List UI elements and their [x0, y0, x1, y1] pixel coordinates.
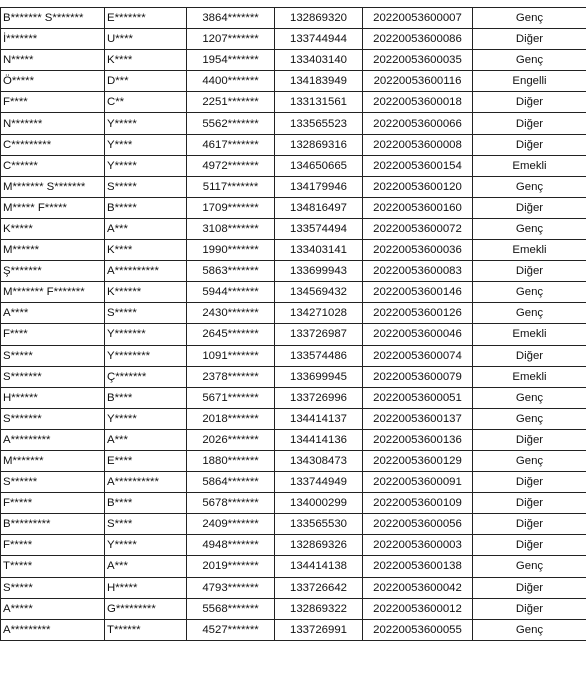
name-cell: C******: [1, 155, 105, 176]
table-row: [1, 176, 586, 197]
application-number-cell: 20220053600007: [363, 8, 473, 29]
name-cell: A*****: [1, 598, 105, 619]
name-cell: T*****: [1, 556, 105, 577]
table-row: [1, 8, 586, 29]
surname-cell: A***: [105, 429, 187, 450]
id-number-cell: 133726987: [275, 324, 363, 345]
application-number-cell: 20220053600120: [363, 176, 473, 197]
phone-cell: 1954*******: [187, 50, 275, 71]
phone-cell: 1880*******: [187, 450, 275, 471]
surname-cell: U****: [105, 29, 187, 50]
id-number-cell: 134414136: [275, 429, 363, 450]
name-cell: N*****: [1, 50, 105, 71]
application-number-cell: 20220053600109: [363, 493, 473, 514]
id-number-cell: 133744944: [275, 29, 363, 50]
name-cell: N*******: [1, 113, 105, 134]
phone-cell: 5671*******: [187, 387, 275, 408]
surname-cell: Ç*******: [105, 366, 187, 387]
id-number-cell: 133565523: [275, 113, 363, 134]
application-number-cell: 20220053600086: [363, 29, 473, 50]
table-row: [1, 29, 586, 50]
table-row: [1, 218, 586, 239]
surname-cell: G*********: [105, 598, 187, 619]
table-row: [1, 387, 586, 408]
phone-cell: 4617*******: [187, 134, 275, 155]
application-number-cell: 20220053600066: [363, 113, 473, 134]
table-row: [1, 450, 586, 471]
surname-cell: A***: [105, 556, 187, 577]
phone-cell: 5944*******: [187, 282, 275, 303]
category-cell: Diğer: [473, 535, 586, 556]
phone-cell: 5562*******: [187, 113, 275, 134]
name-cell: S*******: [1, 366, 105, 387]
id-number-cell: 132869316: [275, 134, 363, 155]
table-row: [1, 345, 586, 366]
surname-cell: S****: [105, 514, 187, 535]
phone-cell: 1709*******: [187, 197, 275, 218]
phone-cell: 5678*******: [187, 493, 275, 514]
name-cell: M******* S*******: [1, 176, 105, 197]
table-row: [1, 92, 586, 113]
phone-cell: 4793*******: [187, 577, 275, 598]
phone-cell: 1207*******: [187, 29, 275, 50]
category-cell: Diğer: [473, 92, 586, 113]
category-cell: Genç: [473, 619, 586, 640]
application-number-cell: 20220053600160: [363, 197, 473, 218]
application-number-cell: 20220053600008: [363, 134, 473, 155]
surname-cell: E****: [105, 450, 187, 471]
category-cell: Genç: [473, 50, 586, 71]
phone-cell: 3108*******: [187, 218, 275, 239]
phone-cell: 1990*******: [187, 240, 275, 261]
category-cell: Diğer: [473, 493, 586, 514]
table-row: [1, 472, 586, 493]
id-number-cell: 133403140: [275, 50, 363, 71]
application-number-cell: 20220053600137: [363, 408, 473, 429]
surname-cell: A**********: [105, 261, 187, 282]
surname-cell: Y*******: [105, 324, 187, 345]
phone-cell: 2645*******: [187, 324, 275, 345]
name-cell: S*****: [1, 345, 105, 366]
name-cell: K*****: [1, 218, 105, 239]
table-row: [1, 598, 586, 619]
phone-cell: 1091*******: [187, 345, 275, 366]
surname-cell: B****: [105, 493, 187, 514]
category-cell: Diğer: [473, 514, 586, 535]
phone-cell: 4948*******: [187, 535, 275, 556]
surname-cell: C**: [105, 92, 187, 113]
category-cell: Genç: [473, 387, 586, 408]
surname-cell: T******: [105, 619, 187, 640]
category-cell: Emekli: [473, 366, 586, 387]
phone-cell: 5117*******: [187, 176, 275, 197]
table-row: [1, 261, 586, 282]
application-number-cell: 20220053600003: [363, 535, 473, 556]
surname-cell: S*****: [105, 303, 187, 324]
id-number-cell: 134650665: [275, 155, 363, 176]
id-number-cell: 134414137: [275, 408, 363, 429]
table-row: [1, 197, 586, 218]
id-number-cell: 132869320: [275, 8, 363, 29]
table-row: [1, 556, 586, 577]
phone-cell: 2409*******: [187, 514, 275, 535]
surname-cell: A**********: [105, 472, 187, 493]
application-number-cell: 20220053600042: [363, 577, 473, 598]
name-cell: M******* F*******: [1, 282, 105, 303]
name-cell: M*******: [1, 450, 105, 471]
id-number-cell: 134271028: [275, 303, 363, 324]
table-row: [1, 303, 586, 324]
application-number-cell: 20220053600129: [363, 450, 473, 471]
phone-cell: 3864*******: [187, 8, 275, 29]
id-number-cell: 134414138: [275, 556, 363, 577]
surname-cell: K******: [105, 282, 187, 303]
application-number-cell: 20220053600138: [363, 556, 473, 577]
category-cell: Diğer: [473, 345, 586, 366]
surname-cell: Y********: [105, 345, 187, 366]
id-number-cell: 132869322: [275, 598, 363, 619]
name-cell: Ö*****: [1, 71, 105, 92]
name-cell: F*****: [1, 535, 105, 556]
surname-cell: E*******: [105, 8, 187, 29]
name-cell: M***** F*****: [1, 197, 105, 218]
id-number-cell: 133403141: [275, 240, 363, 261]
category-cell: Diğer: [473, 134, 586, 155]
application-number-cell: 20220053600136: [363, 429, 473, 450]
application-number-cell: 20220053600146: [363, 282, 473, 303]
application-number-cell: 20220053600012: [363, 598, 473, 619]
category-cell: Diğer: [473, 29, 586, 50]
category-cell: Genç: [473, 8, 586, 29]
application-number-cell: 20220053600036: [363, 240, 473, 261]
table-row: [1, 366, 586, 387]
surname-cell: A***: [105, 218, 187, 239]
phone-cell: 2019*******: [187, 556, 275, 577]
category-cell: Genç: [473, 282, 586, 303]
phone-cell: 2251*******: [187, 92, 275, 113]
name-cell: F****: [1, 324, 105, 345]
application-number-cell: 20220053600051: [363, 387, 473, 408]
surname-cell: Y*****: [105, 155, 187, 176]
table-row: [1, 50, 586, 71]
table-row: [1, 535, 586, 556]
id-number-cell: 133574486: [275, 345, 363, 366]
surname-cell: S*****: [105, 176, 187, 197]
application-number-cell: 20220053600072: [363, 218, 473, 239]
surname-cell: Y****: [105, 134, 187, 155]
table-row: [1, 113, 586, 134]
category-cell: Emekli: [473, 240, 586, 261]
category-cell: Genç: [473, 556, 586, 577]
surname-cell: B****: [105, 387, 187, 408]
application-number-cell: 20220053600074: [363, 345, 473, 366]
id-number-cell: 133726642: [275, 577, 363, 598]
id-number-cell: 134000299: [275, 493, 363, 514]
id-number-cell: 134308473: [275, 450, 363, 471]
surname-cell: Y*****: [105, 535, 187, 556]
application-number-cell: 20220053600046: [363, 324, 473, 345]
name-cell: B******* S*******: [1, 8, 105, 29]
id-number-cell: 133699945: [275, 366, 363, 387]
phone-cell: 4972*******: [187, 155, 275, 176]
name-cell: F*****: [1, 493, 105, 514]
table-row: [1, 514, 586, 535]
surname-cell: B*****: [105, 197, 187, 218]
table-row: [1, 240, 586, 261]
name-cell: B*********: [1, 514, 105, 535]
id-number-cell: 134183949: [275, 71, 363, 92]
id-number-cell: 133699943: [275, 261, 363, 282]
category-cell: Genç: [473, 218, 586, 239]
table-row: [1, 577, 586, 598]
name-cell: Ş*******: [1, 261, 105, 282]
id-number-cell: 133726996: [275, 387, 363, 408]
category-cell: Genç: [473, 450, 586, 471]
phone-cell: 5864*******: [187, 472, 275, 493]
category-cell: Diğer: [473, 577, 586, 598]
category-cell: Genç: [473, 176, 586, 197]
phone-cell: 4527*******: [187, 619, 275, 640]
surname-cell: Y*****: [105, 113, 187, 134]
name-cell: S*****: [1, 577, 105, 598]
application-number-cell: 20220053600126: [363, 303, 473, 324]
phone-cell: 2378*******: [187, 366, 275, 387]
phone-cell: 2018*******: [187, 408, 275, 429]
table-row: [1, 493, 586, 514]
application-number-cell: 20220053600083: [363, 261, 473, 282]
id-number-cell: 134179946: [275, 176, 363, 197]
category-cell: Diğer: [473, 429, 586, 450]
phone-cell: 2430*******: [187, 303, 275, 324]
id-number-cell: 133574494: [275, 218, 363, 239]
application-number-cell: 20220053600091: [363, 472, 473, 493]
application-number-cell: 20220053600018: [363, 92, 473, 113]
phone-cell: 2026*******: [187, 429, 275, 450]
table-row: [1, 71, 586, 92]
category-cell: Engelli: [473, 71, 586, 92]
application-number-cell: 20220053600154: [363, 155, 473, 176]
id-number-cell: 134569432: [275, 282, 363, 303]
table-row: [1, 408, 586, 429]
table-row: [1, 324, 586, 345]
category-cell: Emekli: [473, 155, 586, 176]
table-row: [1, 155, 586, 176]
name-cell: S******: [1, 472, 105, 493]
name-cell: İ*******: [1, 29, 105, 50]
surname-cell: K****: [105, 240, 187, 261]
name-cell: C*********: [1, 134, 105, 155]
phone-cell: 5863*******: [187, 261, 275, 282]
category-cell: Diğer: [473, 197, 586, 218]
table-row: [1, 134, 586, 155]
application-number-cell: 20220053600056: [363, 514, 473, 535]
surname-cell: K****: [105, 50, 187, 71]
id-number-cell: 133565530: [275, 514, 363, 535]
phone-cell: 5568*******: [187, 598, 275, 619]
category-cell: Genç: [473, 408, 586, 429]
name-cell: H******: [1, 387, 105, 408]
id-number-cell: 132869326: [275, 535, 363, 556]
beneficiary-table: [0, 7, 586, 641]
name-cell: A*********: [1, 429, 105, 450]
category-cell: Diğer: [473, 113, 586, 134]
category-cell: Diğer: [473, 598, 586, 619]
id-number-cell: 133131561: [275, 92, 363, 113]
application-number-cell: 20220053600116: [363, 71, 473, 92]
document-sheet: [0, 7, 586, 693]
category-cell: Genç: [473, 303, 586, 324]
application-number-cell: 20220053600035: [363, 50, 473, 71]
name-cell: A****: [1, 303, 105, 324]
id-number-cell: 133726991: [275, 619, 363, 640]
category-cell: Emekli: [473, 324, 586, 345]
id-number-cell: 133744949: [275, 472, 363, 493]
name-cell: M******: [1, 240, 105, 261]
surname-cell: D***: [105, 71, 187, 92]
name-cell: F****: [1, 92, 105, 113]
name-cell: A*********: [1, 619, 105, 640]
category-cell: Diğer: [473, 472, 586, 493]
table-row: [1, 282, 586, 303]
surname-cell: H*****: [105, 577, 187, 598]
application-number-cell: 20220053600055: [363, 619, 473, 640]
name-cell: S*******: [1, 408, 105, 429]
surname-cell: Y*****: [105, 408, 187, 429]
table-row: [1, 429, 586, 450]
id-number-cell: 134816497: [275, 197, 363, 218]
application-number-cell: 20220053600079: [363, 366, 473, 387]
table-row: [1, 619, 586, 640]
table-body: [1, 8, 586, 641]
phone-cell: 4400*******: [187, 71, 275, 92]
category-cell: Diğer: [473, 261, 586, 282]
